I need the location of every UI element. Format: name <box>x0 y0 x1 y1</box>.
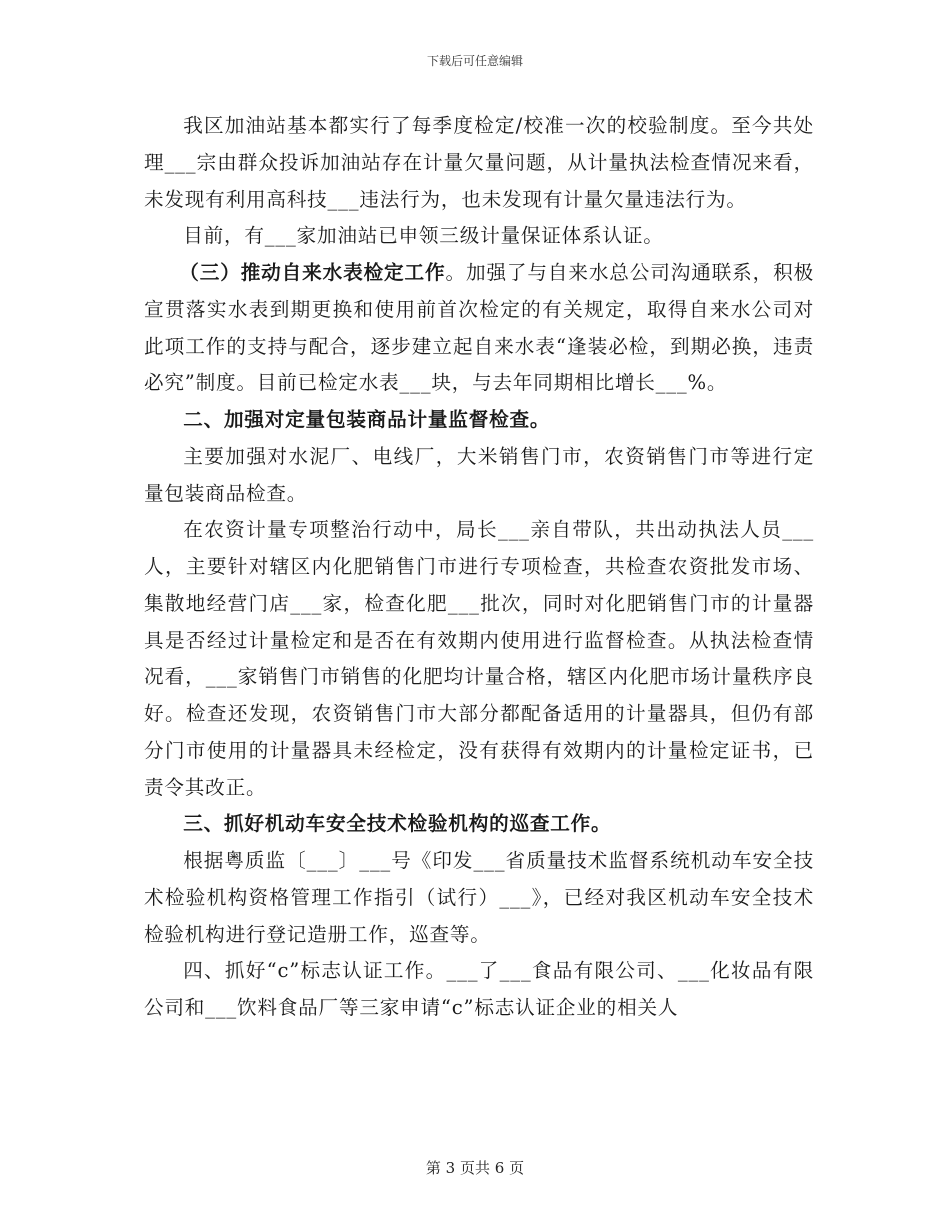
paragraph-vehicle-inspection <box>144 843 814 953</box>
paragraph-certification <box>144 218 814 255</box>
page-header: 下载后可任意编辑 <box>426 54 523 68</box>
section-heading: 三、抓好机动车安全技术检验机构的巡查工作。 <box>183 812 612 836</box>
paragraph-fuel-station-verification <box>144 108 814 218</box>
paragraph-text: 主要加强对水泥厂、电线厂，大米销售门市，农资销售门市等进行定量包装商品检查。 <box>144 444 814 505</box>
paragraph-packaged-goods-inspection <box>144 439 814 513</box>
document-body <box>144 108 814 1027</box>
section-heading: 二、加强对定量包装商品计量监督检查。 <box>183 408 551 431</box>
paragraph-text: 根据粤质监〔___〕___号《印发___省质量技术监督系统机动车安全技术检验机构资格管理工作指引（试行）___》，已经对我区机动车安全技术检验机构进行登记造册工作，巡查等。 <box>144 849 814 946</box>
heading-packaged-goods <box>144 402 814 439</box>
paragraph-text: 在农资计量专项整治行动中，局长___亲自带队，共出动执法人员___人，主要针对辖区内化肥销售门市进行专项检查，共检查农资批发市场、集散地经营门店___家，检查化肥___批次，同时对化肥销售门市的计量器具是否经过计量检定和是否在有效期内使用进行监督检查。从执法检查情况看，___家销售门市销售的化肥均计量合格，辖区内化肥市场计量秩序良好。检查还发现，农资销售门市大部分都配备适用的计量器具，但仍有部分门市使用的计量器具未经检定，没有获得有效期内的计量检定证书，已责令其改正。 <box>144 518 814 799</box>
paragraph-c-mark-certification <box>144 953 814 1027</box>
paragraph-text: 。加强了与自来水总公司沟通联系，积极宣贯落实水表到期更换和使用前首次检定的有关规定，取得自来水公司对此项工作的支持与配合，逐步建立起自来水表“逢装必检，到期必换，违责必究”制度。目前已检定水表___块，与去年同期相比增长___%。 <box>144 261 814 395</box>
paragraph-text: 四、抓好“c”标志认证工作。___了___食品有限公司、___化妆品有限公司和___饮料食品厂等三家申请“c”标志认证企业的相关人 <box>144 959 814 1019</box>
page-footer: 第 3 页共 6 页 <box>425 1159 525 1177</box>
paragraph-fertilizer-campaign <box>144 512 814 806</box>
section-heading: （三）推动自来水表检定工作 <box>179 261 446 284</box>
paragraph-text: 目前，有___家加油站已申领三级计量保证体系认证。 <box>183 224 664 248</box>
paragraph-water-meter <box>144 255 814 402</box>
heading-vehicle-inspection <box>144 806 814 843</box>
paragraph-text: 我区加油站基本都实行了每季度检定/校准一次的校验制度。至今共处理___宗由群众投诉加油站存在计量欠量问题，从计量执法检查情况来看，未发现有利用高科技___违法行为，也未发现有计量欠量违法行为。 <box>144 114 814 211</box>
